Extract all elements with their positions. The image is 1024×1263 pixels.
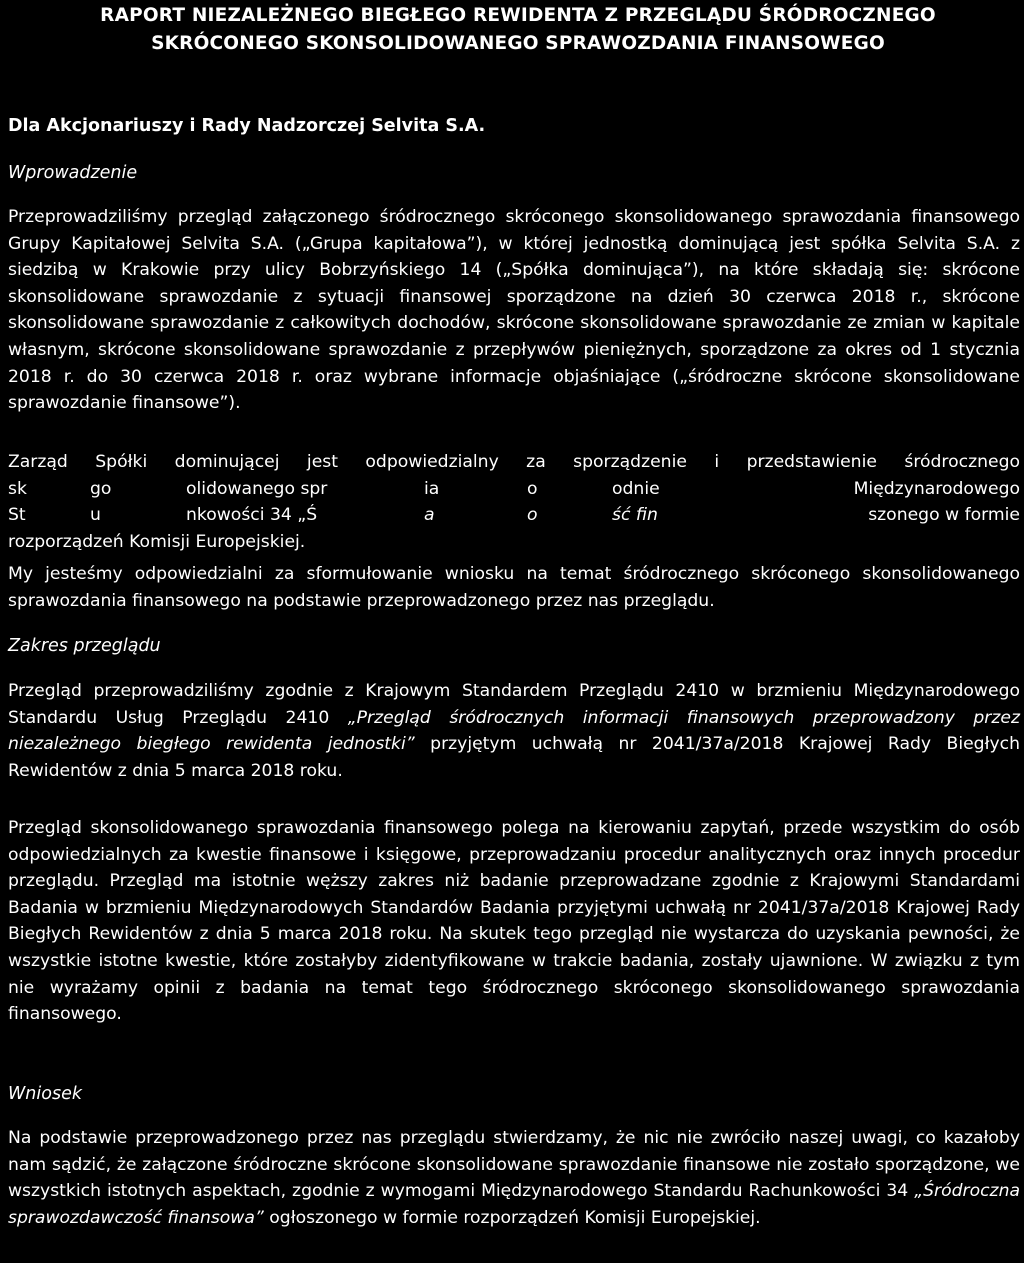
fragment: nkowości 34 „Ś (186, 505, 318, 526)
conclusion-paragraph-standard-title: „Śródroczna sprawozdawczość finansowa” (8, 1181, 1020, 1228)
conclusion-paragraph-text-a: Na podstawie przeprowadzonego przez nas przeglądu stwierdzamy, że nic nie zwróciło naszej uwagi, co kazałoby nam sądzić, że załączone śródroczne skrócone skonsolidowane sprawozdanie finansowe nie zostało sporządzone, we wszystkich istotnych aspektach, zgodnie z wymogami Międzynarodowego Standardu Rachunkowości 34 (8, 1128, 1020, 1202)
fragment: szonego w formie (868, 505, 1020, 526)
fragment: go (90, 478, 112, 499)
addressee: Dla Akcjonariuszy i Rady Nadzorczej Selvita S.A. (8, 116, 486, 136)
report-title-line-2: SKRÓCONEGO SKONSOLIDOWANEGO SPRAWOZDANIA FINANSOWEGO (151, 33, 885, 54)
section-heading-introduction: Wprowadzenie (8, 163, 138, 183)
introduction-paragraph-2-line-1: Zarząd Spółki dominującej jest odpowiedzialny za sporządzenie i przedstawienie śródrocznego (8, 452, 1020, 472)
fragment: ść fin (612, 505, 658, 526)
fragment: u (90, 505, 101, 526)
scope-paragraph-1-standard-title: „Przegląd śródrocznych informacji finansowych przeprowadzony przez niezależnego biegłego rewidenta jednostki” (8, 707, 1020, 755)
introduction-paragraph-1-text: Przeprowadziliśmy przegląd załączonego śródrocznego skróconego skonsolidowanego sprawozdania finansowego Grupy Kapitałowej Selvita S.A. („Grupa kapitałowa”), w której jednostką dominującą jest spółka Selvita S.A. z siedzibą w Krakowie przy ulicy Bobrzyńskiego 14 („Spółka dominująca”), na które składają się: skrócone skonsolidowane sprawozdanie z sytuacji finansowej sporządzone na dzień 30 czerwca 2018 r., skrócone skonsolidowane sprawozdanie z całkowitych dochodów, skrócone skonsolidowane sprawozdanie ze zmian w kapitale własnym, skrócone skonsolidowane sprawozdanie z przepływów pieniężnych, sporządzone za okres od 1 stycznia 2018 r. do 30 czerwca 2018 r. oraz wybrane informacje objaśniające („śródroczne skrócone skonsolidowane sprawozdanie finansowe”). (8, 207, 1020, 414)
section-heading-scope: Zakres przeglądu (8, 636, 161, 656)
scope-paragraph-1-text-a: Przegląd przeprowadziliśmy zgodnie z Krajowym Standardem Przeglądu 2410 w brzmieniu Międzynarodowego Standardu Usług Przeglądu 2410 (8, 681, 1020, 728)
introduction-paragraph-2 (8, 449, 1020, 555)
scope-paragraph-2 (8, 815, 1020, 1028)
introduction-paragraph-3 (8, 561, 1020, 614)
section-heading-conclusion: Wniosek (8, 1084, 82, 1104)
conclusion-paragraph (8, 1125, 1020, 1231)
fragment: a (424, 505, 435, 526)
introduction-paragraph-1 (8, 204, 1020, 417)
fragment: St (8, 505, 26, 526)
fragment: olidowanego spr (186, 478, 328, 499)
scope-paragraph-2-text: Przegląd skonsolidowanego sprawozdania finansowego polega na kierowaniu zapytań, przede wszystkim do osób odpowiedzialnych za kwestie finansowe i księgowe, przeprowadzaniu procedur analitycznych oraz innych procedur przeglądu. Przegląd ma istotnie węższy zakres niż badanie przeprowadzane zgodnie z Krajowymi Standardami Badania w brzmieniu Międzynarodowych Standardów Badania przyjętymi uchwałą nr 2041/37a/2018 Krajowej Rady Biegłych Rewidentów z dnia 5 marca 2018 roku. Na skutek tego przegląd nie wystarcza do uzyskania pewności, że wszystkie istotne kwestie, które zostałyby zidentyfikowane w trakcie badania, zostały ujawnione. W związku z tym nie wyrażamy opinii z badania na temat tego śródrocznego skróconego skonsolidowanego sprawozdania finansowego. (8, 818, 1020, 1025)
fragment: sk (8, 478, 27, 499)
fragment: o (527, 505, 538, 526)
scope-paragraph-1-text-b: przyjętym uchwałą nr 2041/37a/2018 Krajowej Rady Biegłych Rewidentów z dnia 5 marca 2018 roku. (8, 734, 1020, 781)
fragment: odnie (612, 478, 660, 499)
scope-paragraph-1 (8, 678, 1020, 784)
fragment: o (527, 478, 538, 499)
introduction-paragraph-2-line-4: rozporządzeń Komisji Europejskiej. (8, 531, 306, 552)
fragment: Międzynarodowego (853, 478, 1020, 499)
fragment: ia (424, 478, 440, 499)
report-title-line-1: RAPORT NIEZALEŻNEGO BIEGŁEGO REWIDENTA Z PRZEGLĄDU ŚRÓDROCZNEGO (100, 5, 936, 26)
conclusion-paragraph-text-b: ogłoszonego w formie rozporządzeń Komisji Europejskiej. (263, 1207, 761, 1228)
report-title (68, 2, 968, 58)
introduction-paragraph-3-text: My jesteśmy odpowiedzialni za sformułowanie wniosku na temat śródrocznego skróconego skonsolidowanego sprawozdania finansowego na podstawie przeprowadzonego przez nas przeglądu. (8, 564, 1020, 611)
